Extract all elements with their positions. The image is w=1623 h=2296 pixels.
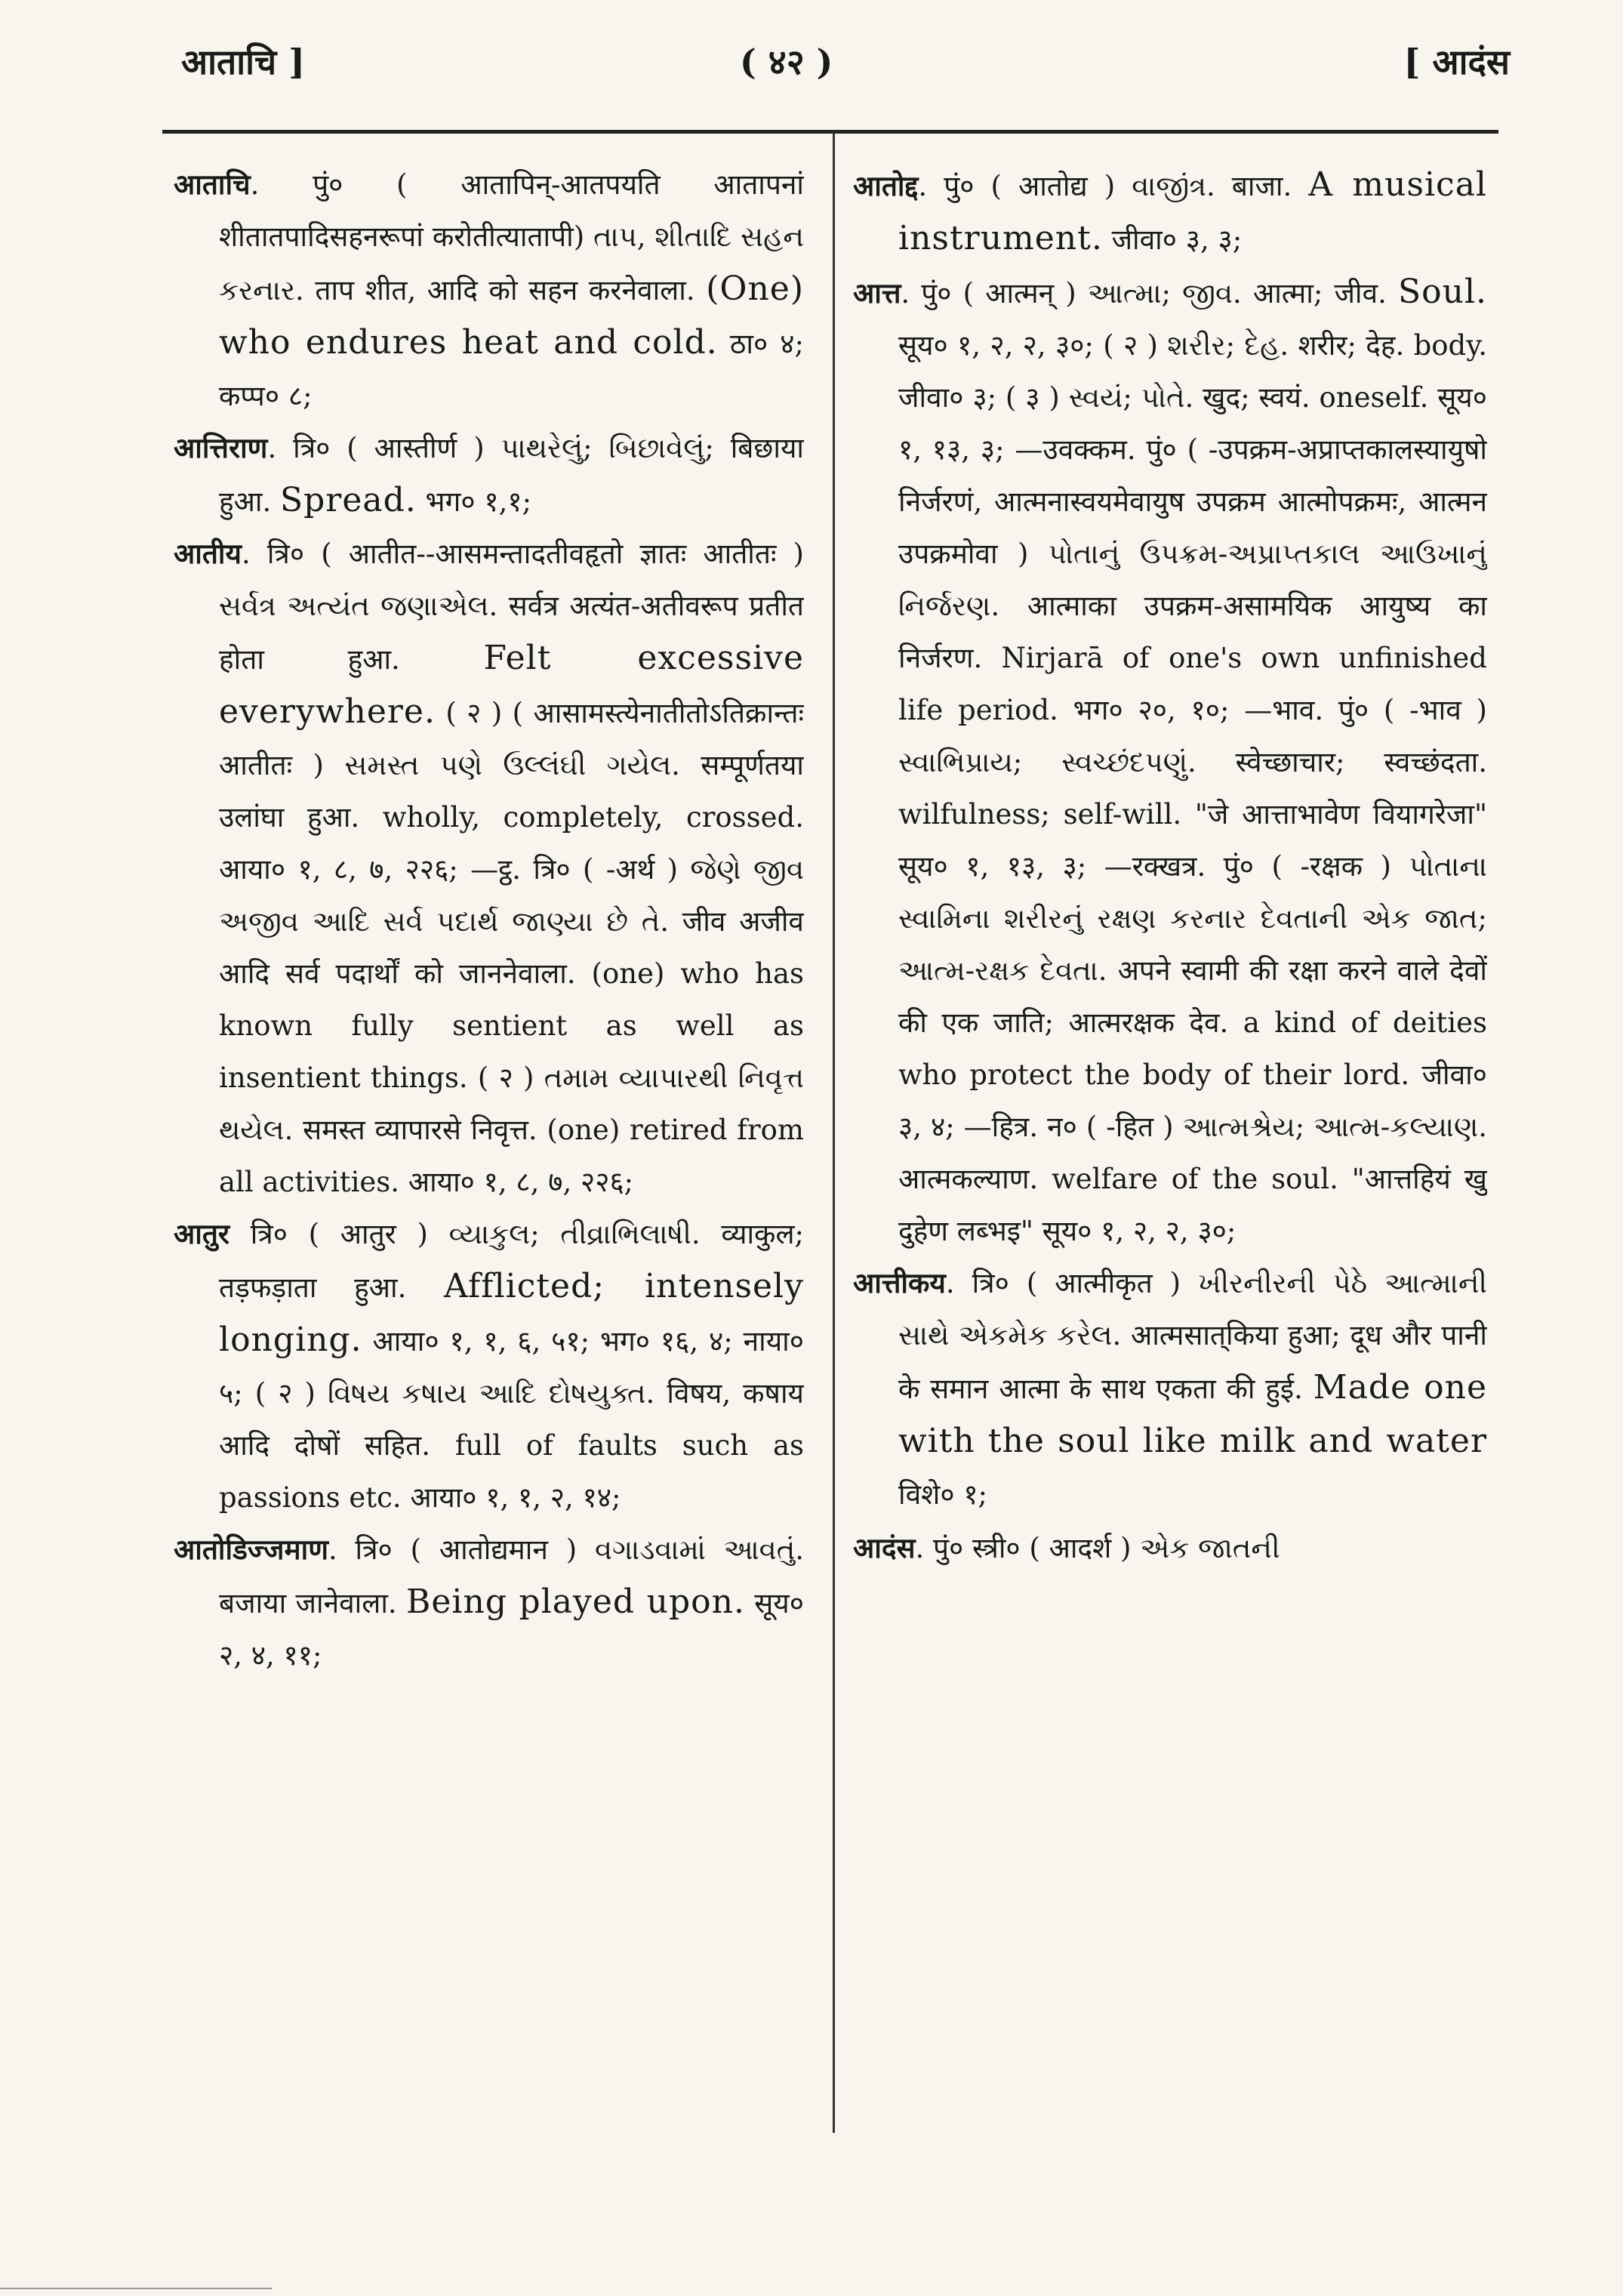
entry-refs: सूय० २, ४, ११; (219, 1587, 804, 1672)
english-gloss: Afflicted; intensely longing. (219, 1267, 804, 1359)
english-gloss: Made one with the soul like milk and water (898, 1368, 1487, 1460)
headword: आदंस (853, 1531, 916, 1564)
entry-refs: विशे० १; (898, 1478, 988, 1511)
right-column (853, 159, 1487, 2137)
column-divider (833, 132, 835, 2133)
entry-refs: ठा० ४; कप्प० ८; (219, 328, 804, 412)
headword: आतुर (174, 1217, 230, 1250)
page-number: ( ४२ ) (740, 42, 833, 82)
headword: आत्तिराण (174, 431, 268, 464)
english-gloss: A musical instrument. (898, 165, 1487, 257)
bottom-scan-line (0, 2288, 272, 2289)
entry-body: . त्रि० ( आस्तीर्ण ) પાથરેલું; બિછાવેલું; बिछाया हुआ. (219, 432, 804, 518)
headword: आतोडिज्जमाण (174, 1533, 328, 1566)
english-gloss: (One) who endures heat and cold. (219, 270, 804, 362)
english-gloss: Spread. (279, 481, 417, 519)
entry-body: . त्रि० ( आत्मीकृत ) ખીરનીરની પેઠે આત્માની સાથે એકમેક કરેલ. आत्मसात्‌किया हुआ; दूध और पानी के समान आत्मा के साथ एकता की हुई. (898, 1267, 1487, 1405)
running-head-left: आताचि ] (181, 42, 306, 82)
dictionary-entry (174, 1524, 804, 1681)
headword: आतोद्द (853, 169, 919, 202)
english-gloss: Felt excessive everywhere. (219, 639, 804, 731)
entry-body: . पुं० ( आतोद्य ) વાજીંત્ર. बाजा. (918, 170, 1309, 202)
dictionary-entry (853, 266, 1487, 1257)
english-gloss: Soul. (1397, 273, 1487, 311)
dictionary-entry (853, 159, 1487, 266)
headword: आताचि (174, 168, 251, 201)
entry-body: . पुं० स्त्री० ( आदर्श ) એક જાતની (915, 1532, 1280, 1564)
entry-body: . पुं० ( आत्मन् ) આત્મા; જીવ. आत्मा; जीव. (901, 277, 1398, 310)
dictionary-entry (853, 1257, 1487, 1521)
english-gloss: Being played upon. (406, 1583, 745, 1621)
dictionary-entry (174, 1208, 804, 1524)
headword: आत्तीकय (853, 1266, 946, 1299)
running-head-right: [ आदंस (1403, 42, 1510, 82)
entry-body: . त्रि० ( आतोद्यमान ) વગાડવામાં આવતું. बजाया जानेवाला. (219, 1533, 804, 1620)
left-column (174, 159, 804, 2137)
entry-refs: ( २ ) ( आसामस्त्येनातीतोऽतिक्रान्तः आतीतः ) સમસ્ત પણે ઉલ્લંઘી ગયેલ. सम्पूर्णतया उलांघा हुआ. wholly, completely, crossed. आया० १, ८, ७, २२६; —ट्ठ. त्रि० ( -अर्थ ) જેણે જીવ અજીવ આદિ સર્વ પદાર્થ જાણ્યા છે તે. जीव अजीव आदि सर्व पदार्थों को जाननेवाला. (one) who has known fully sentient as well as insentient things. ( २ ) તમામ વ્યાપારથી નિવૃત્ત થયેલ. समस्त व्यापारसे निवृत्त. (one) retired from all activities. आया० १, ८, ७, २२६; (219, 697, 804, 1198)
dictionary-entry (174, 422, 804, 528)
entry-refs: आया० १, १, ६, ५१; भग० १६, ४; नाया० ५; ( २ ) વિષય કષાય આદિ દોષયુક્ત. विषय, कषाय आदि दोषों सहित. full of faults such as passions etc. आया० १, १, २, १४; (219, 1325, 804, 1514)
entry-refs: भग० १,१; (416, 485, 532, 518)
entry-body: . त्रि० ( आतीत--आसमन्तादतीवहृतो ज्ञातः आतीतः ) સર્વત્ર અત્યંત જણાએલ. सर्वत्र अत्यंत-अतीवरूप प्रतीत होता हुआ. (219, 538, 804, 676)
headword: आत्त (853, 276, 901, 310)
header-rule (162, 130, 1498, 134)
entry-body: . पुं० ( आतापिन्-आतपयति आतापनां शीतातपादिसहनरूपां करोतीत्यातापी) તાપ, શીતાદિ સહન કરનાર. ताप शीत, आदि को सहन करनेवाला. (219, 168, 804, 307)
dictionary-entry (853, 1521, 1487, 1574)
headword: आतीय (174, 537, 242, 570)
dictionary-entry (174, 528, 804, 1208)
entry-body: त्रि० ( आतुर ) વ્યાકુલ; તીવ્રાભિલાષી. व्याकुल; तड़फड़ाता हुआ. (219, 1218, 804, 1304)
entry-refs: सूय० १, २, २, ३०; ( २ ) શરીર; દેહ. शरीर; देह. body. जीवा० ३; ( ३ ) સ્વયં; પોતે. खुद; स्वयं. oneself. सूय० १, १३, ३; —उवक्कम. पुं० ( -उपक्रम-अप्राप्तकालस्यायुषो निर्जरणं, आत्मनास्वयमेवायुष उपक्रम आत्मोपक्रमः, आत्मन उपक्रमोवा ) પોતાનું ઉપક્રમ-અપ્રાપ્તકાલ આઉખાનું નિર્જરણ. आत्माका उपक्रम-असामयिक आयुष्य का निर्जरण. Nirjarā of one's own unfinished life period. भग० २०, १०; —भाव. पुं० ( -भाव ) સ્વાભિપ્રાય; સ્વચ્છંદપણું. स्वेच्छाचार; स्वच्छंदता. wilfulness; self-will. "जे आत्ताभावेण वियागरेजा" सूय० १, १३, ३; —रक्खत्र. पुं० ( -रक्षक ) પોતાના સ્વામિના શરીરનું રક્ષણ કરનાર દેવતાની એક જાત; આત્મ-રક્ષક દેવતા. अपने स्वामी की रक्षा करने वाले देवों की एक जाति; आत्मरक्षक देव. a kind of deities who protect the body of their lord. जीवा० ३, ४; —हित्र. न० ( -हित ) આત્મશ્રેય; આત્મ-કલ્યાણ. आत्मकल्याण. welfare of the soul. "आत्तहियं खु दुहेण लब्भइ" सूय० १, २, २, ३०; (898, 329, 1487, 1247)
dictionary-entry (174, 159, 804, 422)
entry-refs: जीवा० ३, ३; (1102, 223, 1243, 256)
